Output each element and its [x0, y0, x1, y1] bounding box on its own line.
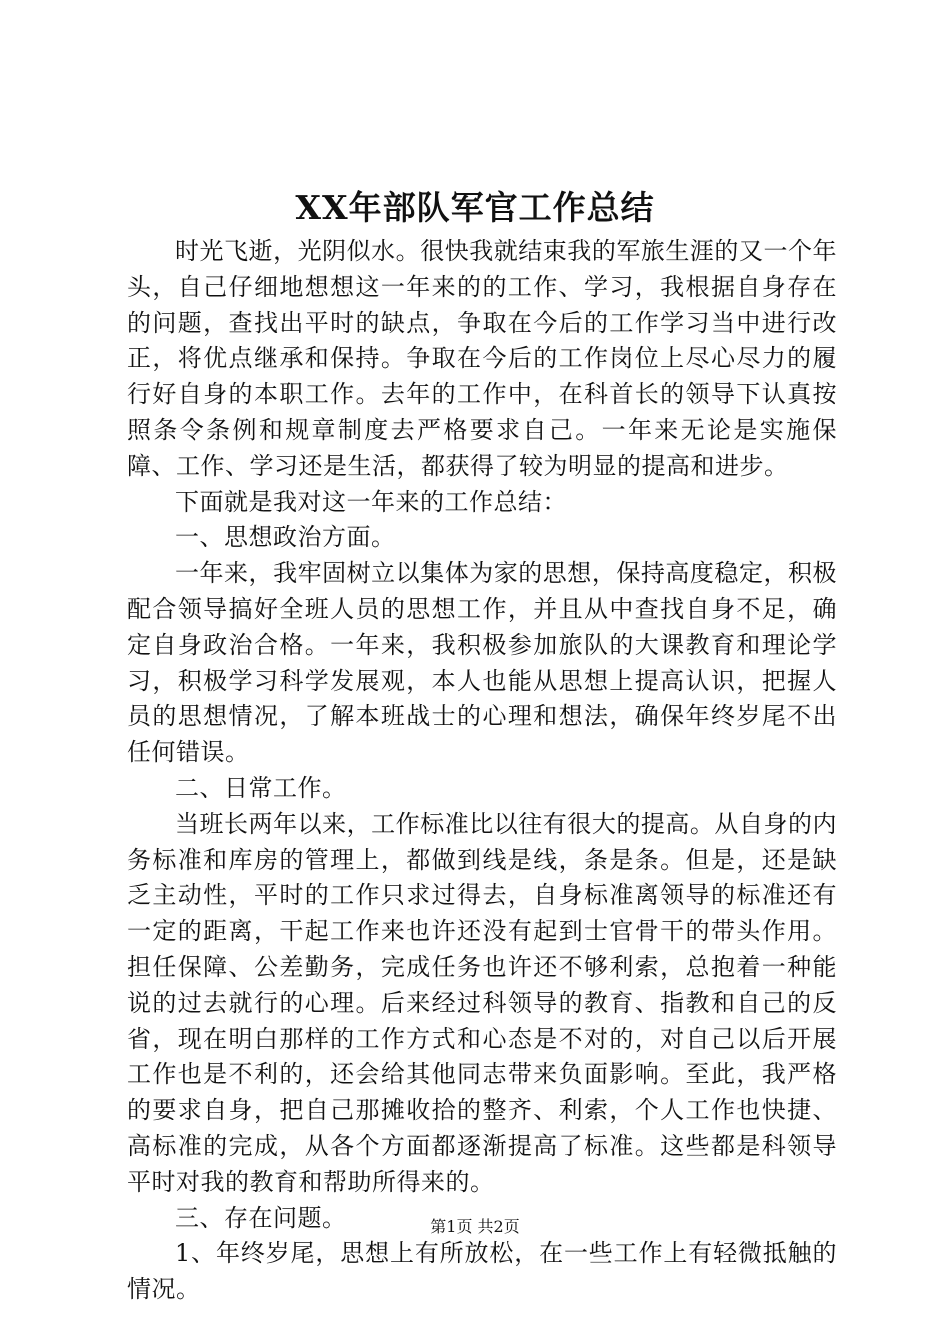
paragraph-daily-work: 当班长两年以来，工作标准比以往有很大的提高。从自身的内务标准和库房的管理上，都做到线是线，条是条。但是，还是缺乏主动性，平时的工作只求过得去，自身标准离领导的标准还有一定的距离，干起工作来也许还没有起到士官骨干的带头作用。担任保障、公差勤务，完成任务也许还不够利索，总抱着一种能说的过去就行的心理。后来经过科领导的教育、指教和自己的反省，现在明白那样的工作方式和心态是不对的，对自己以后开展工作也是不利的，还会给其他同志带来负面影响。至此，我严格的要求自身，把自己那摊收拾的整齐、利索，个人工作也快捷、高标准的完成，从各个方面都逐渐提高了标准。这些都是科领导平时对我的教育和帮助所得来的。 — [127, 809, 837, 1196]
paragraph-ideology: 一年来，我牢固树立以集体为家的思想，保持高度稳定，积极配合领导搞好全班人员的思想工作，并且从中查找自身不足，确定自身政治合格。一年来，我积极参加旅队的大课教育和理论学习，积极学习科学发展观，本人也能从思想上提高认识，把握人员的思想情况，了解本班战士的心理和想法，确保年终岁尾不出任何错误。 — [127, 559, 837, 767]
document-title: XX年部队军官工作总结 — [295, 188, 655, 227]
page-footer: 第1页 共2页 — [430, 1217, 520, 1236]
paragraph-problem-1: 1、年终岁尾，思想上有所放松，在一些工作上有轻微抵触的情况。 — [127, 1239, 837, 1304]
section-heading-daily-work: 二、日常工作。 — [175, 773, 347, 802]
paragraph-summary-lead: 下面就是我对这一年来的工作总结： — [175, 487, 567, 516]
section-heading-problems: 三、存在问题。 — [175, 1203, 347, 1232]
document-body — [127, 234, 837, 1308]
section-heading-ideology: 一、思想政治方面。 — [175, 523, 396, 552]
paragraph-intro: 时光飞逝，光阴似水。很快我就结束我的军旅生涯的又一个年头，自己仔细地想想这一年来的的工作、学习，我根据自身存在的问题，查找出平时的缺点，争取在今后的工作学习当中进行改正，将优点继承和保持。争取在今后的工作岗位上尽心尽力的履行好自身的本职工作。去年的工作中，在科首长的领导下认真按照条令条例和规章制度去严格要求自己。一年来无论是实施保障、工作、学习还是生活，都获得了较为明显的提高和进步。 — [127, 237, 837, 480]
